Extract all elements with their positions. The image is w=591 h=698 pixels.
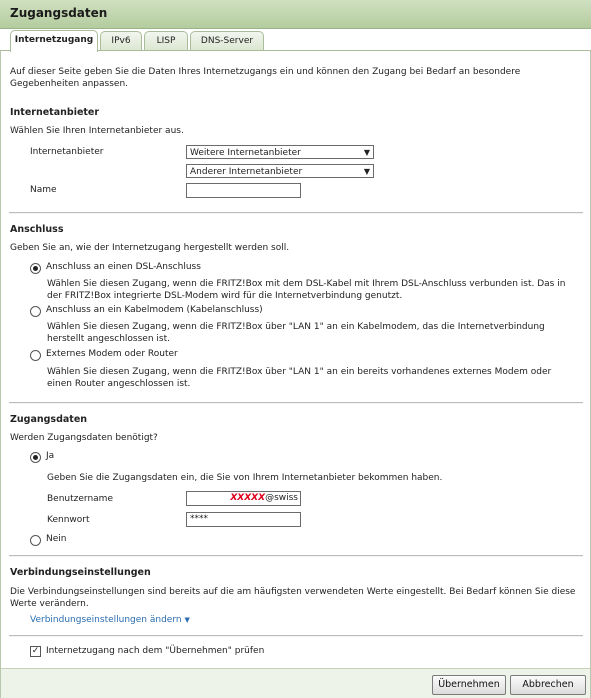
chevron-down-icon: ▼ [184,616,190,624]
tab-dns-server[interactable]: DNS-Server [190,31,264,51]
name-label: Name [30,185,57,195]
radio-external-desc: Wählen Sie diesen Zugang, wenn die FRITZ!Box über "LAN 1" an ein bereits vorhandenes externes Modem oder einen Router angeschlossen ist. [47,367,552,389]
provider-sub-select[interactable] [186,164,374,178]
chevron-down-icon: ▼ [363,148,370,157]
username-label: Benutzername [47,494,113,504]
apply-button[interactable]: Übernehmen [432,675,506,695]
page-title: Zugangsdaten [10,6,108,20]
settings-link-label: Verbindungseinstellungen ändern [30,615,182,625]
connection-heading: Anschluss [10,224,64,235]
radio-no-label: Nein [46,534,67,544]
cancel-button[interactable]: Abbrechen [510,675,586,695]
title-bar [0,0,591,29]
password-label: Kennwort [47,515,90,525]
tab-internetzugang[interactable]: Internetzugang [10,30,98,52]
provider-select[interactable] [186,145,374,159]
check-internet-checkbox[interactable]: ✓ [31,646,40,656]
radio-external[interactable] [30,350,41,361]
settings-desc: Die Verbindungseinstellungen sind bereits auf die am häufigsten verwendeten Werte eingestellt. Bei Bedarf können Sie diese Werte verändern. [10,587,576,609]
chevron-down-icon: ▼ [363,167,370,176]
name-input[interactable] [186,183,301,198]
radio-dsl[interactable] [30,263,41,274]
radio-cable-desc: Wählen Sie diesen Zugang, wenn die FRITZ!Box über "LAN 1" an ein Kabelmodem, das die Internetverbindung herstellt angeschlossen ist. [47,322,545,344]
divider [9,555,583,557]
tab-lisp[interactable]: LISP [144,31,188,51]
connection-prompt: Geben Sie an, wie der Internetzugang hergestellt werden soll. [10,243,290,253]
radio-yes-label: Ja [46,451,55,461]
username-redacted: XXXXX [230,493,266,503]
radio-yes[interactable] [30,452,41,463]
provider-select-value: Weitere Internetanbieter [190,148,301,158]
password-input[interactable]: **** [186,512,301,527]
provider-label: Internetanbieter [30,147,104,157]
divider [9,635,583,637]
radio-external-label: Externes Modem oder Router [46,349,178,359]
username-suffix: @swiss [265,493,298,503]
settings-link[interactable] [30,615,190,625]
provider-sub-select-value: Anderer Internetanbieter [190,167,303,177]
username-input[interactable] [186,491,301,506]
radio-cable[interactable] [30,306,41,317]
settings-heading: Verbindungseinstellungen [10,567,151,578]
radio-dsl-desc: Wählen Sie diesen Zugang, wenn die FRITZ!Box mit dem DSL-Kabel mit Ihrem DSL-Anschluss verbunden ist. Das in der FRITZ!Box integrierte DSL-Modem wird für die Internetverbindung genutzt. [47,279,566,301]
radio-dsl-label: Anschluss an einen DSL-Anschluss [46,262,201,272]
check-internet-label: Internetzugang nach dem "Übernehmen" prüfen [46,646,265,656]
intro-text: Auf dieser Seite geben Sie die Daten Ihres Internetzugangs ein und können den Zugang bei Bedarf an besondere Gegebenheiten anpassen. [10,67,521,89]
provider-prompt: Wählen Sie Ihren Internetanbieter aus. [10,126,184,136]
radio-no[interactable] [30,535,41,546]
tab-ipv6[interactable]: IPv6 [100,31,142,51]
credentials-heading: Zugangsdaten [10,414,88,425]
divider [9,402,583,404]
credentials-prompt: Werden Zugangsdaten benötigt? [10,433,158,443]
radio-cable-label: Anschluss an ein Kabelmodem (Kabelanschluss) [46,305,263,315]
divider [9,212,583,214]
credentials-hint: Geben Sie die Zugangsdaten ein, die Sie von Ihrem Internetanbieter bekommen haben. [47,473,443,483]
provider-heading: Internetanbieter [10,107,100,118]
